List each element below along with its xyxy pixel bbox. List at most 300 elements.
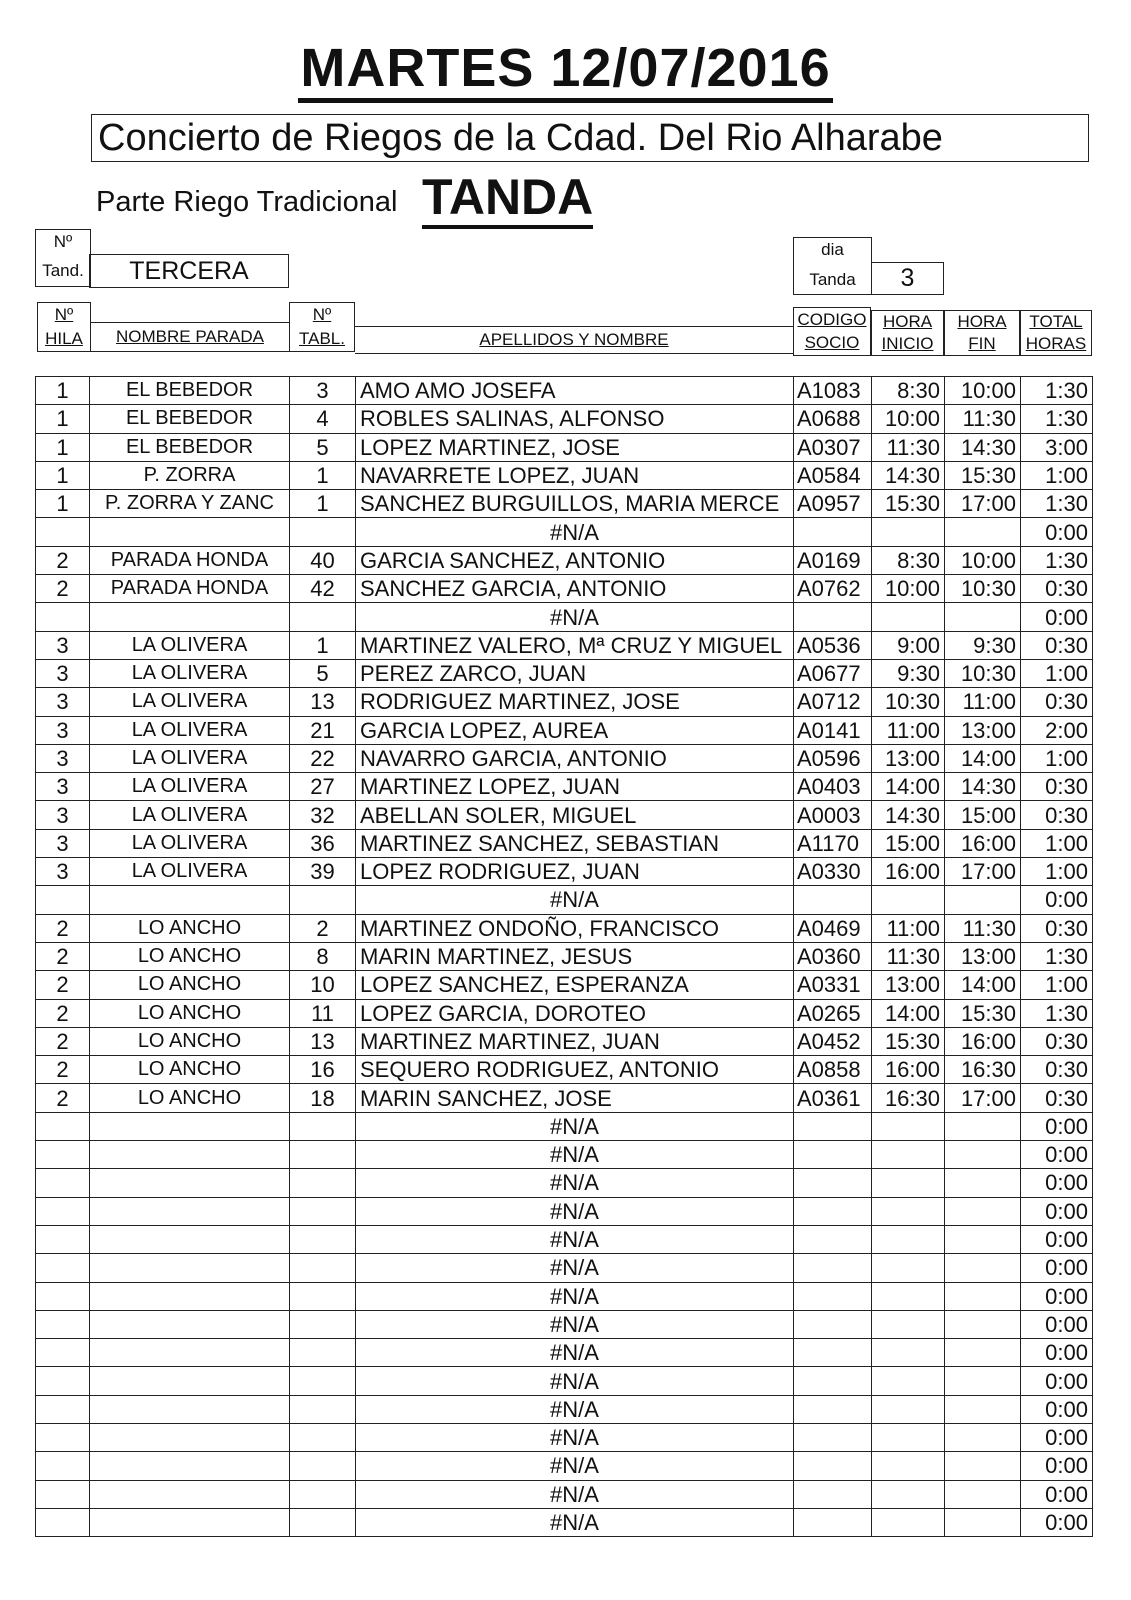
table-row	[36, 829, 1093, 857]
tand-label-top: Nº	[53, 232, 73, 251]
codigo-cell: A0536	[794, 631, 872, 659]
fin-cell	[945, 1197, 1021, 1225]
parada-cell: LA OLIVERA	[90, 801, 290, 829]
fin-cell	[945, 1112, 1021, 1140]
header-inicio: HORA INICIO	[871, 310, 944, 356]
table-row	[36, 1282, 1093, 1310]
fin-cell: 9:30	[945, 631, 1021, 659]
hila-cell	[36, 1282, 90, 1310]
table-row	[36, 1141, 1093, 1169]
fin-cell: 16:30	[945, 1056, 1021, 1084]
codigo-cell	[794, 1310, 872, 1338]
total-cell: 1:30	[1021, 405, 1093, 433]
tabl-cell: 1	[290, 631, 356, 659]
dia-label-top: dia	[821, 240, 844, 259]
fin-cell: 17:00	[945, 858, 1021, 886]
inicio-cell: 14:00	[872, 999, 945, 1027]
parada-cell: EL BEBEDOR	[90, 405, 290, 433]
total-cell: 0:00	[1021, 1508, 1093, 1536]
codigo-cell: A0265	[794, 999, 872, 1027]
fin-cell	[945, 886, 1021, 914]
inicio-cell: 15:00	[872, 829, 945, 857]
nombre-cell: MARTINEZ LOPEZ, JUAN	[356, 773, 794, 801]
dia-label-box	[793, 237, 872, 295]
total-cell: 1:00	[1021, 744, 1093, 772]
tabl-cell	[290, 1112, 356, 1140]
nombre-cell: #N/A	[356, 1508, 794, 1536]
codigo-cell	[794, 1254, 872, 1282]
total-cell: 1:00	[1021, 461, 1093, 489]
codigo-cell	[794, 1141, 872, 1169]
codigo-cell: A0403	[794, 773, 872, 801]
tand-value: TERCERA	[89, 254, 289, 288]
parada-cell	[90, 1112, 290, 1140]
inicio-cell	[872, 1395, 945, 1423]
fin-cell	[945, 518, 1021, 546]
total-cell: 0:00	[1021, 1423, 1093, 1451]
parada-cell: PARADA HONDA	[90, 575, 290, 603]
dia-label-bottom: Tanda	[809, 270, 856, 289]
fin-cell: 15:30	[945, 999, 1021, 1027]
tabl-cell	[290, 1310, 356, 1338]
hila-cell: 2	[36, 1084, 90, 1112]
inicio-cell: 11:30	[872, 942, 945, 970]
parada-cell: LA OLIVERA	[90, 829, 290, 857]
nombre-cell: RODRIGUEZ MARTINEZ, JOSE	[356, 688, 794, 716]
fin-cell: 17:00	[945, 1084, 1021, 1112]
total-cell: 1:30	[1021, 999, 1093, 1027]
tabl-cell	[290, 1480, 356, 1508]
parada-cell	[90, 1480, 290, 1508]
nombre-cell: LOPEZ RODRIGUEZ, JUAN	[356, 858, 794, 886]
parada-cell	[90, 1197, 290, 1225]
inicio-cell: 9:00	[872, 631, 945, 659]
parte-label: Parte Riego Tradicional	[96, 186, 398, 218]
total-cell: 0:00	[1021, 1480, 1093, 1508]
codigo-cell: A0584	[794, 461, 872, 489]
hila-cell: 2	[36, 914, 90, 942]
codigo-cell	[794, 1395, 872, 1423]
nombre-cell: MARTINEZ VALERO, Mª CRUZ Y MIGUEL	[356, 631, 794, 659]
hila-cell: 3	[36, 858, 90, 886]
table-row	[36, 546, 1093, 574]
inicio-cell	[872, 1169, 945, 1197]
parada-cell	[90, 1310, 290, 1338]
parada-cell	[90, 603, 290, 631]
table-row	[36, 1225, 1093, 1253]
total-cell: 0:00	[1021, 1225, 1093, 1253]
fin-cell	[945, 1282, 1021, 1310]
parada-cell: LA OLIVERA	[90, 688, 290, 716]
total-cell: 0:00	[1021, 603, 1093, 631]
inicio-cell	[872, 1282, 945, 1310]
table-row	[36, 773, 1093, 801]
hila-cell: 2	[36, 546, 90, 574]
inicio-cell: 13:00	[872, 744, 945, 772]
nombre-cell: #N/A	[356, 1423, 794, 1451]
inicio-cell	[872, 518, 945, 546]
nombre-cell: AMO AMO JOSEFA	[356, 377, 794, 405]
nombre-cell: NAVARRO GARCIA, ANTONIO	[356, 744, 794, 772]
parada-cell: LO ANCHO	[90, 914, 290, 942]
fin-cell	[945, 1508, 1021, 1536]
fin-cell: 11:00	[945, 688, 1021, 716]
parada-cell: LO ANCHO	[90, 971, 290, 999]
nombre-cell: #N/A	[356, 1112, 794, 1140]
table-row	[36, 603, 1093, 631]
inicio-cell	[872, 1310, 945, 1338]
table-row	[36, 1452, 1093, 1480]
fin-cell: 11:30	[945, 405, 1021, 433]
codigo-cell: A0169	[794, 546, 872, 574]
fin-cell: 14:00	[945, 744, 1021, 772]
hila-cell: 1	[36, 377, 90, 405]
parada-cell	[90, 1452, 290, 1480]
fin-cell	[945, 1225, 1021, 1253]
hila-cell	[36, 1508, 90, 1536]
tabl-cell: 13	[290, 1027, 356, 1055]
hila-cell: 2	[36, 1056, 90, 1084]
table-row	[36, 1395, 1093, 1423]
inicio-cell	[872, 1339, 945, 1367]
nombre-cell: #N/A	[356, 603, 794, 631]
total-cell: 0:00	[1021, 1197, 1093, 1225]
table-row	[36, 942, 1093, 970]
tabl-cell: 13	[290, 688, 356, 716]
total-cell: 0:00	[1021, 1169, 1093, 1197]
nombre-cell: #N/A	[356, 1310, 794, 1338]
hila-cell	[36, 1367, 90, 1395]
tabl-cell	[290, 518, 356, 546]
nombre-cell: GARCIA SANCHEZ, ANTONIO	[356, 546, 794, 574]
header-total: TOTAL HORAS	[1020, 310, 1092, 356]
total-cell: 0:00	[1021, 1112, 1093, 1140]
hila-cell: 2	[36, 971, 90, 999]
hila-cell	[36, 1141, 90, 1169]
tabl-cell	[290, 1339, 356, 1367]
fin-cell: 14:30	[945, 773, 1021, 801]
total-cell: 0:30	[1021, 801, 1093, 829]
tabl-cell: 11	[290, 999, 356, 1027]
fin-cell	[945, 1339, 1021, 1367]
nombre-cell: LOPEZ MARTINEZ, JOSE	[356, 433, 794, 461]
parada-cell: PARADA HONDA	[90, 546, 290, 574]
nombre-cell: SANCHEZ BURGUILLOS, MARIA MERCE	[356, 490, 794, 518]
inicio-cell: 14:30	[872, 461, 945, 489]
nombre-cell: ROBLES SALINAS, ALFONSO	[356, 405, 794, 433]
hila-cell: 3	[36, 631, 90, 659]
tabl-cell	[290, 1225, 356, 1253]
tabl-cell	[290, 603, 356, 631]
nombre-cell: #N/A	[356, 1254, 794, 1282]
table-row	[36, 914, 1093, 942]
nombre-cell: MARIN MARTINEZ, JESUS	[356, 942, 794, 970]
tabl-cell: 1	[290, 490, 356, 518]
fin-cell: 15:30	[945, 461, 1021, 489]
total-cell: 0:30	[1021, 773, 1093, 801]
header-fin: HORA FIN	[944, 310, 1020, 356]
nombre-cell: #N/A	[356, 1197, 794, 1225]
table-row	[36, 1339, 1093, 1367]
inicio-cell: 14:30	[872, 801, 945, 829]
parada-cell: EL BEBEDOR	[90, 377, 290, 405]
table-row	[36, 1084, 1093, 1112]
parada-cell: LA OLIVERA	[90, 631, 290, 659]
header-nombre: APELLIDOS Y NOMBRE	[355, 326, 793, 354]
total-cell: 0:30	[1021, 575, 1093, 603]
fin-cell: 16:00	[945, 829, 1021, 857]
inicio-cell	[872, 1480, 945, 1508]
tabl-cell	[290, 1197, 356, 1225]
table-row	[36, 1027, 1093, 1055]
codigo-cell: A0677	[794, 659, 872, 687]
table-body	[36, 377, 1093, 1537]
parada-cell	[90, 1395, 290, 1423]
tabl-cell	[290, 1452, 356, 1480]
inicio-cell	[872, 1141, 945, 1169]
fin-cell	[945, 1452, 1021, 1480]
total-cell: 1:30	[1021, 942, 1093, 970]
table-row	[36, 1056, 1093, 1084]
tabl-cell: 32	[290, 801, 356, 829]
inicio-cell	[872, 1367, 945, 1395]
tabl-cell	[290, 1169, 356, 1197]
nombre-cell: #N/A	[356, 1141, 794, 1169]
inicio-cell	[872, 603, 945, 631]
tabl-cell: 5	[290, 659, 356, 687]
hila-cell	[36, 518, 90, 546]
table-row	[36, 433, 1093, 461]
inicio-cell: 15:30	[872, 490, 945, 518]
tand-label-box	[35, 229, 91, 287]
hila-cell	[36, 603, 90, 631]
total-cell: 0:00	[1021, 1367, 1093, 1395]
inicio-cell: 16:00	[872, 858, 945, 886]
tabl-cell: 16	[290, 1056, 356, 1084]
parada-cell: LA OLIVERA	[90, 716, 290, 744]
parada-cell	[90, 886, 290, 914]
nombre-cell: #N/A	[356, 886, 794, 914]
nombre-cell: MARIN SANCHEZ, JOSE	[356, 1084, 794, 1112]
codigo-cell	[794, 1282, 872, 1310]
codigo-cell: A0596	[794, 744, 872, 772]
inicio-cell	[872, 1197, 945, 1225]
total-cell: 1:00	[1021, 971, 1093, 999]
inicio-cell: 10:30	[872, 688, 945, 716]
nombre-cell: NAVARRETE LOPEZ, JUAN	[356, 461, 794, 489]
parada-cell: EL BEBEDOR	[90, 433, 290, 461]
codigo-cell	[794, 1423, 872, 1451]
parada-cell: P. ZORRA	[90, 461, 290, 489]
fin-cell	[945, 603, 1021, 631]
table-row	[36, 1254, 1093, 1282]
nombre-cell: PEREZ ZARCO, JUAN	[356, 659, 794, 687]
parada-cell: LA OLIVERA	[90, 858, 290, 886]
inicio-cell: 11:30	[872, 433, 945, 461]
hila-cell: 2	[36, 575, 90, 603]
fin-cell	[945, 1423, 1021, 1451]
table-row	[36, 886, 1093, 914]
hila-cell	[36, 1480, 90, 1508]
tabl-cell	[290, 1282, 356, 1310]
tabl-cell: 39	[290, 858, 356, 886]
total-cell: 0:00	[1021, 1282, 1093, 1310]
tabl-cell	[290, 1508, 356, 1536]
nombre-cell: LOPEZ GARCIA, DOROTEO	[356, 999, 794, 1027]
inicio-cell: 10:00	[872, 575, 945, 603]
table-row	[36, 971, 1093, 999]
inicio-cell: 15:30	[872, 1027, 945, 1055]
tabl-cell: 18	[290, 1084, 356, 1112]
nombre-cell: MARTINEZ SANCHEZ, SEBASTIAN	[356, 829, 794, 857]
table-row	[36, 801, 1093, 829]
hila-cell	[36, 1169, 90, 1197]
hila-cell: 1	[36, 490, 90, 518]
tabl-cell: 36	[290, 829, 356, 857]
table-row	[36, 1169, 1093, 1197]
fin-cell	[945, 1169, 1021, 1197]
parada-cell: P. ZORRA Y ZANC	[90, 490, 290, 518]
hila-cell: 3	[36, 744, 90, 772]
table-row	[36, 1423, 1093, 1451]
tabl-cell: 21	[290, 716, 356, 744]
fin-cell: 10:00	[945, 377, 1021, 405]
table-row	[36, 518, 1093, 546]
table-row	[36, 659, 1093, 687]
fin-cell	[945, 1367, 1021, 1395]
tabl-cell	[290, 1395, 356, 1423]
parada-cell: LO ANCHO	[90, 942, 290, 970]
total-cell: 1:30	[1021, 546, 1093, 574]
total-cell: 0:30	[1021, 631, 1093, 659]
parada-cell: LO ANCHO	[90, 999, 290, 1027]
inicio-cell	[872, 1225, 945, 1253]
dia-value: 3	[871, 262, 944, 295]
tabl-cell	[290, 1254, 356, 1282]
codigo-cell	[794, 603, 872, 631]
parada-cell	[90, 1254, 290, 1282]
total-cell: 0:30	[1021, 914, 1093, 942]
codigo-cell: A0361	[794, 1084, 872, 1112]
codigo-cell	[794, 1169, 872, 1197]
inicio-cell: 11:00	[872, 716, 945, 744]
inicio-cell: 16:00	[872, 1056, 945, 1084]
parada-cell	[90, 1225, 290, 1253]
codigo-cell: A0688	[794, 405, 872, 433]
hila-cell	[36, 1452, 90, 1480]
hila-cell: 3	[36, 801, 90, 829]
fin-cell	[945, 1141, 1021, 1169]
codigo-cell: A0858	[794, 1056, 872, 1084]
nombre-cell: #N/A	[356, 1225, 794, 1253]
fin-cell	[945, 1395, 1021, 1423]
table-row	[36, 377, 1093, 405]
inicio-cell	[872, 1423, 945, 1451]
parada-cell: LO ANCHO	[90, 1027, 290, 1055]
nombre-cell: SANCHEZ GARCIA, ANTONIO	[356, 575, 794, 603]
tabl-cell: 10	[290, 971, 356, 999]
nombre-cell: #N/A	[356, 1395, 794, 1423]
hila-cell: 1	[36, 433, 90, 461]
hila-cell: 3	[36, 829, 90, 857]
total-cell: 0:00	[1021, 518, 1093, 546]
inicio-cell	[872, 886, 945, 914]
header-parada: NOMBRE PARADA	[91, 322, 289, 352]
nombre-cell: SEQUERO RODRIGUEZ, ANTONIO	[356, 1056, 794, 1084]
inicio-cell: 11:00	[872, 914, 945, 942]
codigo-cell: A0452	[794, 1027, 872, 1055]
table-row	[36, 1480, 1093, 1508]
tabl-cell: 27	[290, 773, 356, 801]
nombre-cell: #N/A	[356, 1452, 794, 1480]
hila-cell: 3	[36, 716, 90, 744]
total-cell: 3:00	[1021, 433, 1093, 461]
hila-cell: 1	[36, 461, 90, 489]
fin-cell: 11:30	[945, 914, 1021, 942]
inicio-cell: 16:30	[872, 1084, 945, 1112]
total-cell: 1:00	[1021, 659, 1093, 687]
total-cell: 0:00	[1021, 1310, 1093, 1338]
tabl-cell	[290, 1141, 356, 1169]
parada-cell: LA OLIVERA	[90, 744, 290, 772]
table-row	[36, 1367, 1093, 1395]
fin-cell	[945, 1310, 1021, 1338]
total-cell: 0:00	[1021, 1339, 1093, 1367]
codigo-cell: A0141	[794, 716, 872, 744]
codigo-cell	[794, 518, 872, 546]
codigo-cell	[794, 1367, 872, 1395]
hila-cell	[36, 886, 90, 914]
codigo-cell: A0330	[794, 858, 872, 886]
parada-cell: LA OLIVERA	[90, 773, 290, 801]
total-cell: 0:30	[1021, 1056, 1093, 1084]
codigo-cell	[794, 1225, 872, 1253]
codigo-cell: A0712	[794, 688, 872, 716]
inicio-cell	[872, 1452, 945, 1480]
total-cell: 1:00	[1021, 858, 1093, 886]
fin-cell	[945, 1254, 1021, 1282]
total-cell: 0:00	[1021, 1254, 1093, 1282]
codigo-cell	[794, 1339, 872, 1367]
codigo-cell	[794, 1508, 872, 1536]
fin-cell	[945, 1480, 1021, 1508]
total-cell: 0:00	[1021, 1395, 1093, 1423]
total-cell: 0:30	[1021, 1027, 1093, 1055]
parada-cell	[90, 1423, 290, 1451]
total-cell: 1:00	[1021, 829, 1093, 857]
page-title: MARTES 12/07/2016	[0, 36, 1131, 100]
codigo-cell: A0331	[794, 971, 872, 999]
parada-cell	[90, 1508, 290, 1536]
tabl-cell: 42	[290, 575, 356, 603]
total-cell: 1:30	[1021, 490, 1093, 518]
nombre-cell: #N/A	[356, 1282, 794, 1310]
total-cell: 0:00	[1021, 886, 1093, 914]
inicio-cell: 13:00	[872, 971, 945, 999]
inicio-cell	[872, 1112, 945, 1140]
inicio-cell	[872, 1508, 945, 1536]
table-row	[36, 1508, 1093, 1536]
fin-cell: 10:30	[945, 659, 1021, 687]
table-row	[36, 1310, 1093, 1338]
fin-cell: 16:00	[945, 1027, 1021, 1055]
codigo-cell: A0003	[794, 801, 872, 829]
table-row	[36, 1112, 1093, 1140]
hila-cell: 3	[36, 773, 90, 801]
total-cell: 0:30	[1021, 688, 1093, 716]
fin-cell: 15:00	[945, 801, 1021, 829]
inicio-cell: 9:30	[872, 659, 945, 687]
